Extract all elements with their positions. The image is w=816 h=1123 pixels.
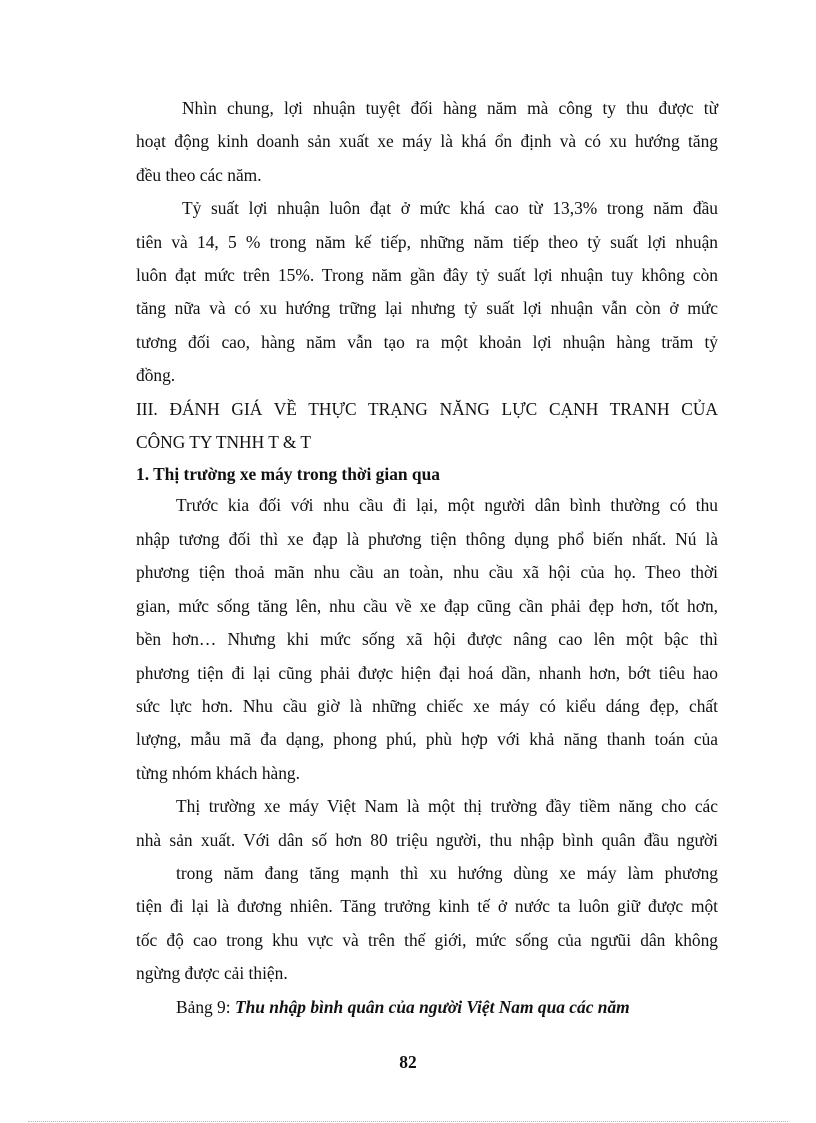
footer-divider — [28, 1121, 788, 1122]
text-line: lượng, mẫu mã đa dạng, phong phú, phù hợp với khả năng thanh toán của — [136, 729, 718, 750]
table-caption — [136, 991, 718, 1024]
text-line: tiện đi lại là đương nhiên. Tăng trưởng kinh tế ở nước ta luôn giữ được một — [136, 896, 718, 917]
text-line: đều theo các năm. — [136, 164, 262, 185]
paragraph-profit-summary — [136, 92, 718, 192]
text-line: hoạt động kinh doanh sản xuất xe máy là khá ổn định và có xu hướng tăng — [136, 131, 718, 152]
text-line: trong năm đang tăng mạnh thì xu hướng dùng xe máy làm phương — [176, 862, 718, 883]
text-line: ngừng được cải thiện. — [136, 963, 288, 984]
page-number: 82 — [399, 1052, 417, 1072]
text-body — [136, 92, 718, 1024]
text-line: luôn đạt mức trên 15%. Trong năm gần đây tỷ suất lợi nhuận tuy không còn — [136, 265, 718, 286]
text-line: tương đối cao, hàng năm vẫn tạo ra một khoản lợi nhuận hàng trăm tỷ — [136, 331, 718, 352]
heading-line: III. ĐÁNH GIÁ VỀ THỰC TRẠNG NĂNG LỰC CẠNH TRANH CỦA — [136, 398, 718, 419]
text-line: nhập tương đối thì xe đạp là phương tiện thông dụng phổ biến nhất. Nú là — [136, 528, 718, 549]
text-line: phương tiện đi lại cũng phải được hiện đại hoá dần, nhanh hơn, bớt tiêu hao — [136, 662, 718, 683]
text-line: tốc độ cao trong khu vực và trên thế giới, mức sống của ngưũi dân không — [136, 929, 718, 950]
text-line: phương tiện thoả mãn nhu cầu an toàn, nhu cầu xã hội của họ. Theo thời — [136, 562, 718, 583]
text-line: sức lực hơn. Nhu cầu giờ là những chiếc xe máy có kiểu dáng đẹp, chất — [136, 695, 718, 716]
text-line: tăng nữa và có xu hướng trững lại nhưng tỷ suất lợi nhuận vẫn còn ở mức — [136, 298, 718, 319]
text-line: gian, mức sống tăng lên, nhu cầu về xe đạp cũng cần phải đẹp hơn, tốt hơn, — [136, 595, 718, 616]
subheading: 1. Thị trường xe máy trong thời gian qua — [136, 464, 440, 485]
paragraph-market-potential — [136, 790, 718, 990]
text-line: bền hơn… Nhưng khi mức sống xã hội được nâng cao lên một bậc thì — [136, 629, 718, 650]
text-line: Trước kia đối với nhu cầu đi lại, một người dân bình thường có thu — [176, 495, 718, 516]
text-line: từng nhóm khách hàng. — [136, 762, 300, 783]
text-line: Nhìn chung, lợi nhuận tuyệt đối hàng năm mà công ty thu được từ — [182, 98, 718, 118]
table-caption-title: Thu nhập bình quân của người Việt Nam qua các năm — [234, 996, 630, 1017]
text-line: Tỷ suất lợi nhuận luôn đạt ở mức khá cao từ 13,3% trong năm đầu — [182, 198, 718, 219]
text-line: tiên và 14, 5 % trong năm kế tiếp, những năm tiếp theo tỷ suất lợi nhuận — [136, 231, 718, 252]
paragraph-market-history — [136, 489, 718, 790]
table-caption-label: Bảng 9: — [176, 996, 231, 1017]
paragraph-profit-rate — [136, 192, 718, 392]
text-line: nhà sản xuất. Với dân số hơn 80 triệu người, thu nhập bình quân đầu người — [136, 829, 718, 850]
section-heading — [136, 393, 718, 460]
text-line: Thị trường xe máy Việt Nam là một thị trường đầy tiềm năng cho các — [176, 796, 718, 817]
heading-line: CÔNG TY TNHH T & T — [136, 432, 312, 453]
text-line: đồng. — [136, 365, 176, 386]
